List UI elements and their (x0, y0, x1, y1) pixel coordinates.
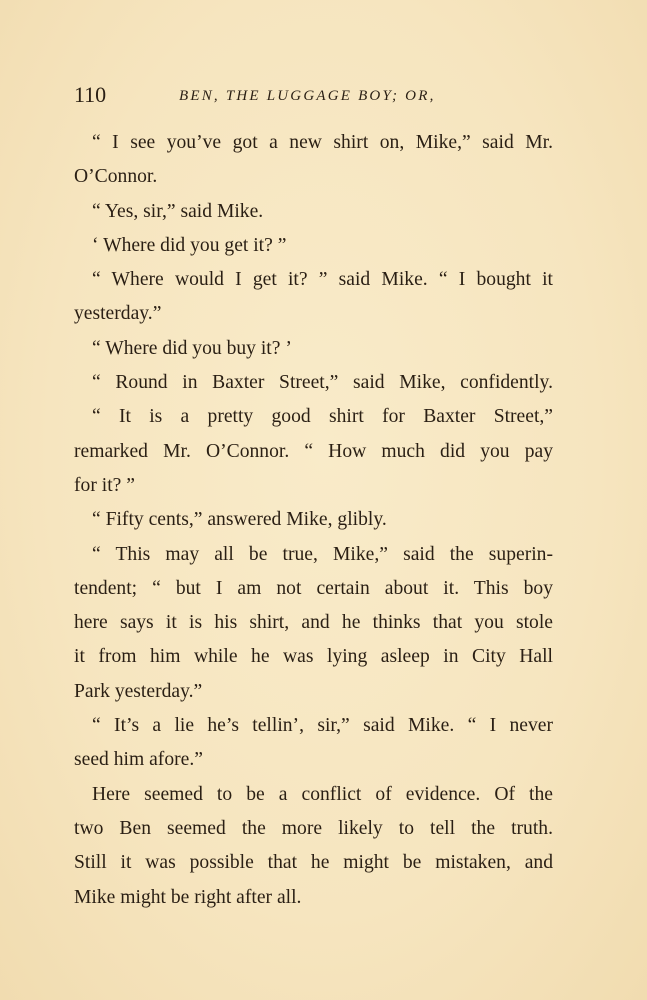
text-line: two Ben seemed the more likely to tell the truth. (74, 817, 553, 839)
text-line: O’Connor. (74, 166, 158, 188)
text-line: Here seemed to be a conflict of evidence. Of the (92, 783, 553, 805)
text-line: “ I see you’ve got a new shirt on, Mike,” said Mr. (92, 132, 553, 153)
text-line: here says it is his shirt, and he thinks that you stole (74, 612, 553, 634)
text-line: seed him afore.” (74, 749, 203, 771)
text-line: Park yesterday.” (74, 680, 203, 702)
text-line: “ It’s a lie he’s tellin’, sir,” said Mike. “ I never (92, 715, 553, 737)
text-line: yesterday.” (74, 303, 162, 325)
text-line: “ Where did you buy it? ’ (92, 337, 292, 359)
text-line: remarked Mr. O’Connor. “ How much did you pay (74, 440, 553, 462)
text-line: “ Fifty cents,” answered Mike, glibly. (92, 509, 387, 531)
text-line: for it? ” (74, 474, 135, 496)
text-line: it from him while he was lying asleep in City Hall (74, 646, 553, 668)
text-line: “ Round in Baxter Street,” said Mike, confidently. (92, 372, 553, 394)
text-line: Still it was possible that he might be mistaken, and (74, 852, 553, 874)
body-text (74, 126, 553, 915)
text-line: Mike might be right after all. (74, 886, 302, 908)
page-header (74, 80, 574, 110)
page-number: 110 (74, 82, 107, 107)
running-head: BEN, THE LUGGAGE BOY; OR, (179, 88, 436, 104)
text-line: tendent; “ but I am not certain about it. This boy (74, 577, 553, 599)
text-line: “ This may all be true, Mike,” said the superin- (92, 543, 553, 565)
text-line: ‘ Where did you get it? ” (92, 234, 287, 256)
text-line: “ Yes, sir,” said Mike. (92, 200, 264, 222)
text-line: “ Where would I get it? ” said Mike. “ I bought it (92, 269, 553, 291)
text-line: “ It is a pretty good shirt for Baxter Street,” (92, 406, 553, 428)
